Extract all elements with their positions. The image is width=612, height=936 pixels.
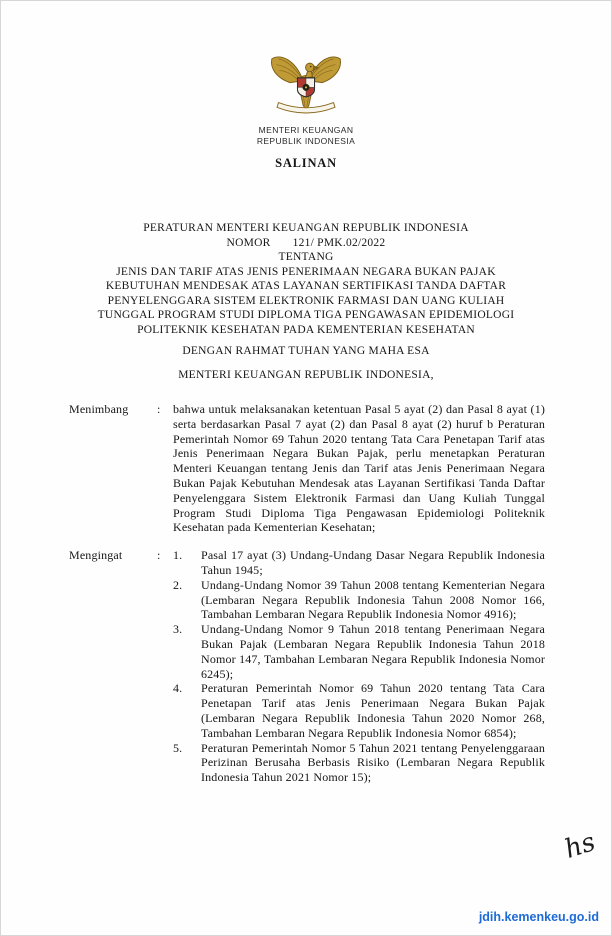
menimbang-text: bahwa untuk melaksanakan ketentuan Pasal 5 ayat (2) dan Pasal 8 ayat (1) serta berdasarkan Pasal 7 ayat (2) dan Pasal 8 ayat (2) huruf b Peraturan Pemerintah Nomor 69 Tahun 2020 tentang Tata Cara Penetapan Tarif atas Jenis Penerimaan Negara Bukan Pajak, perlu menetapkan Peraturan Menteri Keuangan tentang Jenis dan Tarif atas Jenis Penerimaan Negara Bukan Pajak Kebutuhan Mendesak atas Layanan Sertifikasi Tanda Daftar Penyelenggara Sistem Elektronik Farmasi dan Uang Kuliah Tunggal Program Studi Diploma Tiga Pengawasan Epidemiologi Politeknik Kesehatan pada Kementerian Kesehatan; xyxy=(173,402,545,535)
item-number: 4. xyxy=(173,681,183,696)
item-text: Peraturan Pemerintah Nomor 5 Tahun 2021 tentang Penyelenggaraan Perizinan Berusaha Berbasis Risiko (Lembaran Negara Republik Indonesia Tahun 2021 Nomor 15); xyxy=(201,740,545,785)
invocation-line: DENGAN RAHMAT TUHAN YANG MAHA ESA xyxy=(182,345,430,357)
letterhead xyxy=(1,1,611,171)
item-text: Pasal 17 ayat (3) Undang-Undang Dasar Negara Republik Indonesia Tahun 1945; xyxy=(201,548,545,577)
preamble-clauses xyxy=(69,402,545,785)
title-block xyxy=(1,221,611,337)
item-number: 1. xyxy=(173,548,183,563)
jdih-watermark-link[interactable]: jdih.kemenkeu.go.id xyxy=(478,910,599,924)
menimbang-colon: : xyxy=(157,402,161,416)
mengingat-colon: : xyxy=(157,548,161,563)
mengingat-section xyxy=(69,548,545,785)
authority-line: MENTERI KEUANGAN REPUBLIK INDONESIA, xyxy=(178,369,434,381)
item-text: Undang-Undang Nomor 9 Tahun 2018 tentang Penerimaan Negara Bukan Pajak (Lembaran Negara Republik Indonesia Tahun 2018 Nomor 147, Tambahan Lembaran Negara Republik Indonesia Nomor 6245); xyxy=(201,622,545,681)
legal-basis-item xyxy=(173,578,545,622)
item-number: 5. xyxy=(173,740,183,755)
menimbang-label: Menimbang xyxy=(69,402,129,416)
subject-line: POLITEKNIK KESEHATAN PADA KEMENTERIAN KESEHATAN xyxy=(137,323,475,336)
nomor-label: NOMOR xyxy=(226,236,271,249)
regulation-number xyxy=(1,236,611,251)
legal-basis-item xyxy=(173,622,545,681)
nomor-value: 121/ PMK.02/2022 xyxy=(292,236,386,249)
garuda-pancasila-emblem xyxy=(1,49,611,121)
subject-line: PENYELENGGARA SISTEM ELEKTRONIK FARMASI DAN UANG KULIAH xyxy=(107,294,505,307)
subject-line: TUNGGAL PROGRAM STUDI DIPLOMA TIGA PENGAWASAN EPIDEMIOLOGI xyxy=(97,309,515,321)
item-text: Peraturan Pemerintah Nomor 69 Tahun 2020 tentang Tata Cara Penetapan Tarif atas Jenis Penerimaan Negara Bukan Pajak (Lembaran Negara Republik Indonesia Tahun 2020 Nomor 268, Tambahan Lembaran Negara Republik Indonesia Nomor 6854); xyxy=(201,681,545,740)
tentang-label: TENTANG xyxy=(278,251,334,263)
legal-basis-item xyxy=(173,741,545,785)
item-number: 2. xyxy=(173,577,183,592)
subject-line: KEBUTUHAN MENDESAK ATAS LAYANAN SERTIFIKASI TANDA DAFTAR xyxy=(105,280,507,292)
subject-line: JENIS DAN TARIF ATAS JENIS PENERIMAAN NEGARA BUKAN PAJAK xyxy=(116,265,496,278)
legal-basis-item xyxy=(173,548,545,578)
mengingat-label: Mengingat xyxy=(69,548,123,563)
ministry-name-line2: REPUBLIK INDONESIA xyxy=(256,136,356,146)
salinan-label: SALINAN xyxy=(275,156,337,170)
menimbang-section xyxy=(69,402,545,535)
ministry-name-line1: MENTERI KEUANGAN xyxy=(258,125,354,135)
item-number: 3. xyxy=(173,622,183,637)
initials-mark: hs xyxy=(561,827,599,865)
legal-basis-item xyxy=(173,681,545,740)
regulation-title: PERATURAN MENTERI KEUANGAN REPUBLIK INDONESIA xyxy=(143,222,469,234)
item-text: Undang-Undang Nomor 39 Tahun 2008 tentang Kementerian Negara (Lembaran Negara Republik Indonesia Tahun 2008 Nomor 166, Tambahan Lembaran Negara Republik Indonesia Nomor 4916); xyxy=(201,577,545,622)
mengingat-list xyxy=(173,548,545,785)
regulation-subject xyxy=(1,265,611,338)
